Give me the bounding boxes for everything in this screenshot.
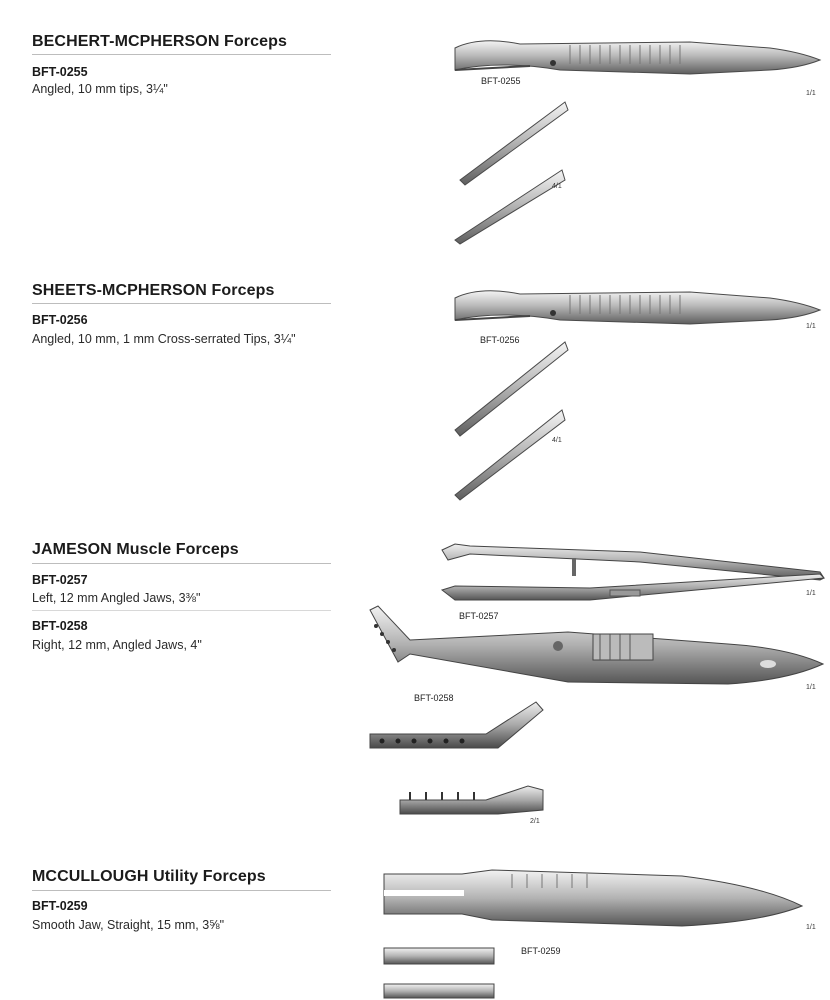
product-description: Smooth Jaw, Straight, 15 mm, 3⅝" [32, 918, 225, 932]
product-description: Angled, 10 mm tips, 3¼" [32, 82, 168, 96]
image-code-label: BFT-0255 [481, 76, 521, 86]
forceps-image-bft-0259 [382, 866, 827, 1000]
product-description: Angled, 10 mm, 1 mm Cross-serrated Tips, 3¼" [32, 332, 296, 346]
product-code: BFT-0259 [32, 899, 88, 913]
scale-label: 1/1 [806, 323, 816, 330]
section-title-bechert: BECHERT-MCPHERSON Forceps [32, 33, 287, 50]
image-code-label: BFT-0259 [521, 946, 561, 956]
section-divider [32, 890, 331, 891]
scale-label: 4/1 [552, 437, 562, 444]
product-code: BFT-0256 [32, 313, 88, 327]
forceps-image-bft-0256 [440, 280, 830, 505]
section-divider [32, 563, 331, 564]
image-code-label: BFT-0256 [480, 335, 520, 345]
forceps-image-bft-0255 [440, 30, 830, 250]
section-title-sheets: SHEETS-MCPHERSON Forceps [32, 282, 275, 299]
forceps-image-bft-0257 [440, 538, 830, 608]
product-description: Left, 12 mm Angled Jaws, 3⅜" [32, 591, 201, 605]
scale-label: 4/1 [552, 183, 562, 190]
section-title-mccullough: MCCULLOUGH Utility Forceps [32, 868, 266, 885]
image-code-label: BFT-0257 [459, 611, 499, 621]
section-divider [32, 303, 331, 304]
product-code: BFT-0258 [32, 619, 88, 633]
image-code-label: BFT-0258 [414, 693, 454, 703]
product-description: Right, 12 mm, Angled Jaws, 4" [32, 638, 202, 652]
scale-label: 1/1 [806, 90, 816, 97]
item-divider [32, 610, 331, 611]
product-code: BFT-0255 [32, 65, 88, 79]
scale-label: 2/1 [530, 818, 540, 825]
scale-label: 1/1 [806, 684, 816, 691]
section-divider [32, 54, 331, 55]
forceps-image-bft-0258 [368, 604, 828, 694]
scale-label: 1/1 [806, 924, 816, 931]
section-title-jameson: JAMESON Muscle Forceps [32, 541, 239, 558]
product-code: BFT-0257 [32, 573, 88, 587]
forceps-jaw-closeup [368, 700, 548, 830]
scale-label: 1/1 [806, 590, 816, 597]
